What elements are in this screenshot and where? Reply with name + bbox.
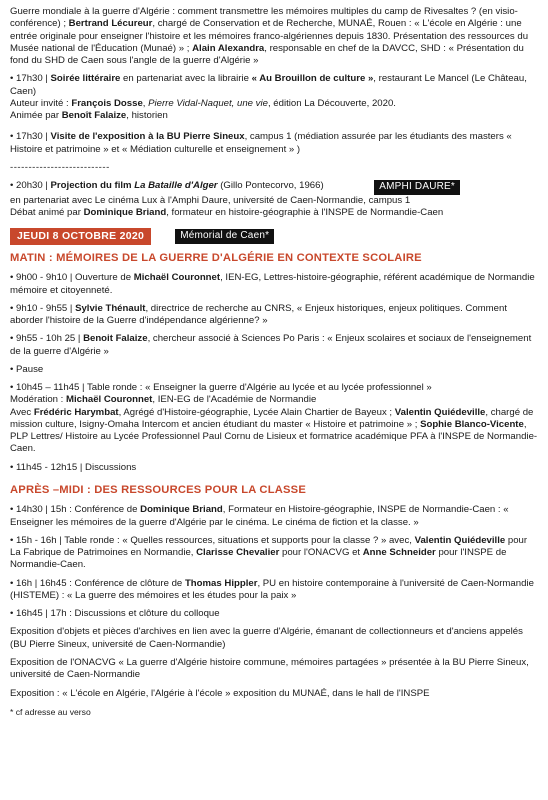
soiree-item: • 17h30 | Soirée littéraire en partenariat avec la librairie « Au Brouillon de culture », restaurant Le Mancel (Le Château, Caen) Auteur invité : François Dosse, Pierre Vidal-Naquet, une vie, édition La Découverte, 2020. Animée par Benoît Falaize, historien: [10, 73, 527, 122]
day-header: [10, 228, 538, 245]
program-item-table-ronde: • 10h45 – 11h45 | Table ronde : « Enseigner la guerre d'Algérie au lycée et au lycée professionnel » Modération : Michaël Couronnet, IEN-EG de l'Académie de Normandie Avec Frédéric Harymbat, Agrégé d'Histoire-géographie, Lycée Alain Chartier de Bayeux ; Valentin Quiédeville, chargé de mission culture, Isigny-Omaha Intercom et ancien étudiant du master « Histoire et patrimoine » ; Sophie Blanco-Vicente, PLP Lettres/ Histoire au Lycée Professionnel Paul Cornu de Lisieux et formatrice académique PFA à l'INSPE de Normandie-Caen.: [10, 382, 538, 455]
exhibition-item: Exposition de l'ONACVG « La guerre d'Algérie histoire commune, mémoires partagées » présentée à la BU Pierre Sineux, université de Caen-Normandie: [10, 656, 529, 681]
separator-line: ---------------------------: [10, 161, 110, 173]
film-title: La Bataille d'Alger: [134, 180, 218, 192]
section-title-apres-midi: APRÈS –MIDI : DES RESSOURCES POUR LA CLASSE: [10, 484, 306, 496]
program-item: • 9h55 - 10h 25 | Benoit Falaize, chercheur associé à Sciences Po Paris : « Enjeux scolaires et sociaux de l'enseignement de la guerre d'Algérie »: [10, 333, 532, 357]
intro-paragraph: Guerre mondiale à la guerre d'Algérie : comment transmettre les mémoires multiples du camp de Rivesaltes ? (en visio-conférence) ; Bertrand Lécureur, chargé de Conservation et de Recherche, MUNAÉ, Rouen : « L'école en Algérie : une entrée originale pour enseigner l'histoire et les mémoires franco-algériennes depuis 1830. Présentation des ressources du Musée national de l'Éducation (Munaé) » ; Alain Alexandra, responsable en chef de la DAVCC, SHD : « Présentation du fond du SHD de Caen sous l'angle de la guerre d'Algérie »: [10, 6, 529, 67]
program-item: • 14h30 | 15h : Conférence de Dominique Briand, Formateur en Histoire-géographie, INSPE de Normandie-Caen : « Enseigner les mémoires de la guerre d'Algérie par le cinéma. Le cinéma de fiction et la classe. »: [10, 504, 509, 528]
program-item-pause: • Pause: [10, 363, 44, 375]
program-item: • 15h - 16h | Table ronde : « Quelles ressources, situations et supports pour la classe ? » avec, Valentin Quiédeville pour La Fabrique de Patrimoines en Normandie, Clarisse Chevalier pour l'ONACVG et Anne Schneider pour l'INSPE de Normandie-Caen.: [10, 534, 528, 571]
exhibition-item: Exposition : « L'école en Algérie, l'Algérie à l'école » exposition du MUNAÉ, dans le hall de l'INSPE: [10, 687, 430, 699]
section-title-matin: MATIN : MÉMOIRES DE LA GUERRE D'ALGÉRIE EN CONTEXTE SCOLAIRE: [10, 251, 422, 264]
program-item: • 9h00 - 9h10 | Ouverture de Michaël Couronnet, IEN-EG, Lettres-histoire-géographie, référent académique de Normandie mémoire et citoyenneté.: [10, 272, 535, 296]
program-item: • 9h10 - 9h55 | Sylvie Thénault, directrice de recherche au CNRS, « Enjeux historiques, enjeux politiques. Comment aborder l'histoire de la Guerre d'indépendance algérienne? »: [10, 302, 507, 327]
exhibition-item: Exposition d'objets et pièces d'archives en lien avec la guerre d'Algérie, émanant de collectionneurs et d'anciens appelés (BU Pierre Sineux, université de Caen-Normandie): [10, 626, 523, 650]
film-item: • 20h30 | Projection du film La Bataille d'Alger (Gillo Pontecorvo, 1966) AMPHI DAURE* en partenariat avec Le cinéma Lux à l'Amphi Daure, université de Caen-Normandie, campus 1 Débat animé par Dominique Briand, formateur en histoire-géographie à l'INSPE de Normandie-Caen: [10, 180, 538, 219]
program-item: • 16h | 16h45 : Conférence de clôture de Thomas Hippler, PU en histoire contemporaine à l'université de Caen-Normandie (HISTEME) : « La guerre des mémoires et les études pour la paix »: [10, 577, 534, 601]
program-item: • 11h45 - 12h15 | Discussions: [10, 461, 137, 473]
speaker-name: Bertrand Lécureur: [68, 18, 153, 30]
author-name: François Dosse: [71, 97, 143, 109]
speaker-name: Alain Alexandra: [192, 42, 265, 54]
day-badge: JEUDI 8 OCTOBRE 2020: [10, 228, 151, 245]
program-item: • 16h45 | 17h : Discussions et clôture du colloque: [10, 608, 220, 620]
venue-tag-amphi: AMPHI DAURE*: [374, 180, 460, 195]
visite-item: • 17h30 | Visite de l'exposition à la BU Pierre Sineux, campus 1 (médiation assurée par les étudiants des masters « Histoire et patrimoine » et « Médiation culturelle et enseignement » ): [10, 131, 512, 155]
book-title: Pierre Vidal-Naquet, une vie: [148, 97, 268, 109]
footnote: * cf adresse au verso: [10, 706, 91, 717]
venue-tag-memorial: Mémorial de Caen*: [175, 229, 274, 244]
